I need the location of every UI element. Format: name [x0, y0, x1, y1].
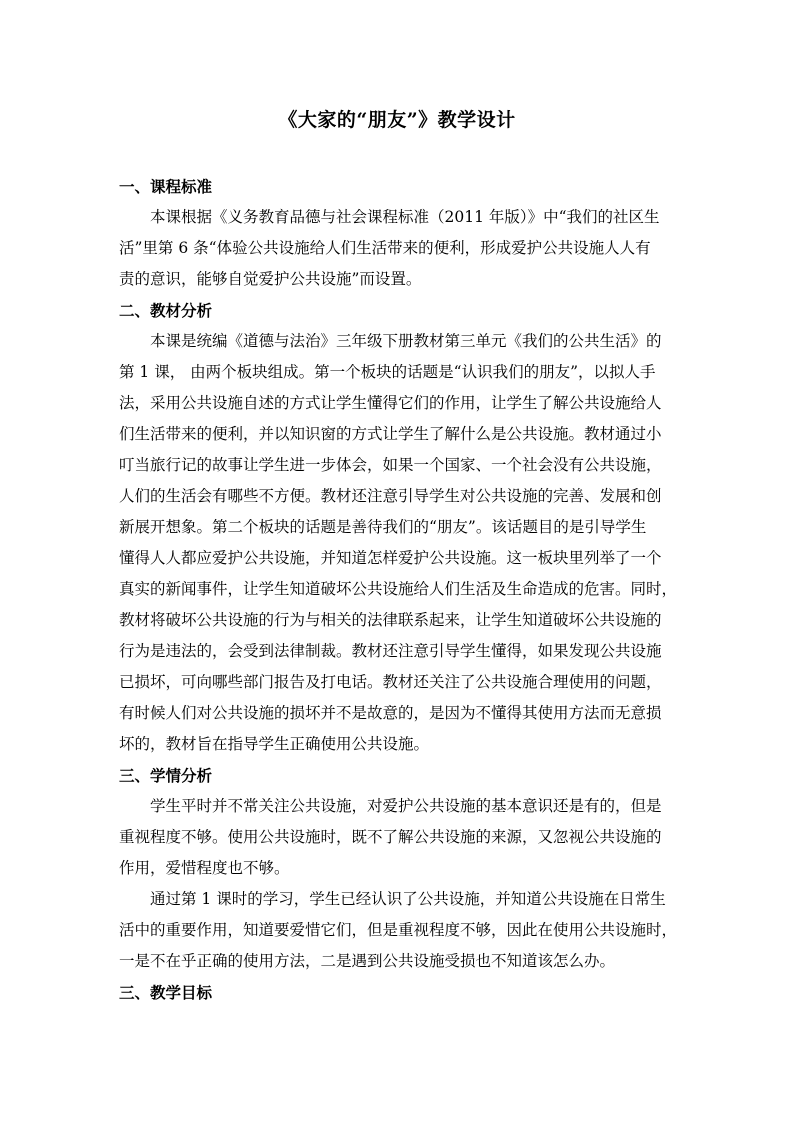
section-heading-curriculum-standard: 一、课程标准	[119, 177, 213, 196]
text-line: 法，采用公共设施自述的方式让学生懂得它们的作用，让学生了解公共设施给人	[119, 394, 662, 412]
text-line: 人们的生活会有哪些不方便。教材还注意引导学生对公共设施的完善、发展和创	[119, 487, 662, 505]
text-line: 本课根据《义务教育品德与社会课程标准（2011 年版）》中“我们的社区生	[150, 208, 660, 226]
section-text-learner-analysis	[119, 791, 679, 977]
text-line: 教材将破坏公共设施的行为与相关的法律联系起来，让学生知道破坏公共设施的	[119, 611, 662, 629]
text-line: 有时候人们对公共设施的损坏并不是故意的，是因为不懂得其使用方法而无意损	[119, 704, 662, 722]
document-title: 《大家的“朋友”》教学设计	[278, 109, 516, 131]
text-line: 们生活带来的便利，并以知识窗的方式让学生了解什么是公共设施。教材通过小	[119, 425, 662, 443]
text-line: 通过第 1 课时的学习，学生已经认识了公共设施，并知道公共设施在日常生	[150, 890, 666, 908]
text-line: 懂得人人都应爱护公共设施，并知道怎样爱护公共设施。这一板块里列举了一个	[119, 549, 662, 567]
section-text-curriculum-standard	[119, 202, 679, 295]
text-line: 行为是违法的，会受到法律制裁。教材还注意引导学生懂得，如果发现公共设施	[119, 642, 662, 660]
text-line: 活中的重要作用，知道要爱惜它们，但是重视程度不够，因此在使用公共设施时，	[119, 921, 678, 939]
text-line: 重视程度不够。使用公共设施时，既不了解公共设施的来源，又忽视公共设施的	[119, 828, 662, 846]
text-line: 叮当旅行记的故事让学生进一步体会，如果一个国家、一个社会没有公共设施，	[119, 456, 662, 474]
text-line: 第 1 课， 由两个板块组成。第一个板块的话题是“认识我们的朋友”，以拟人手	[119, 363, 656, 381]
text-line: 作用，爱惜程度也不够。	[119, 859, 290, 877]
text-line: 活”里第 6 条“体验公共设施给人们生活带来的便利，形成爱护公共设施人人有	[119, 239, 651, 257]
section-heading-teaching-objectives: 三、教学目标	[119, 983, 213, 1002]
text-line: 真实的新闻事件，让学生知道破坏公共设施给人们生活及生命造成的危害。同时，	[119, 580, 678, 598]
text-line: 新展开想象。第二个板块的话题是善待我们的“朋友”。该话题目的是引导学生	[119, 518, 647, 536]
document-body	[119, 171, 679, 1008]
text-line: 责的意识，能够自觉爱护公共设施”而设置。	[119, 270, 422, 288]
text-line: 坏的，教材旨在指导学生正确使用公共设施。	[119, 735, 430, 753]
section-heading-textbook-analysis: 二、教材分析	[119, 301, 213, 320]
text-line: 本课是统编《道德与法治》三年级下册教材第三单元《我们的公共生活》的	[150, 332, 662, 350]
text-line: 学生平时并不常关注公共设施，对爱护公共设施的基本意识还是有的，但是	[150, 797, 662, 815]
section-heading-learner-analysis: 三、学情分析	[119, 766, 213, 785]
text-line: 一是不在乎正确的使用方法，二是遇到公共设施受损也不知道该怎么办。	[119, 952, 616, 970]
text-line: 已损坏，可向哪些部门报告及打电话。教材还关注了公共设施合理使用的问题，	[119, 673, 662, 691]
section-text-textbook-analysis	[119, 326, 679, 760]
